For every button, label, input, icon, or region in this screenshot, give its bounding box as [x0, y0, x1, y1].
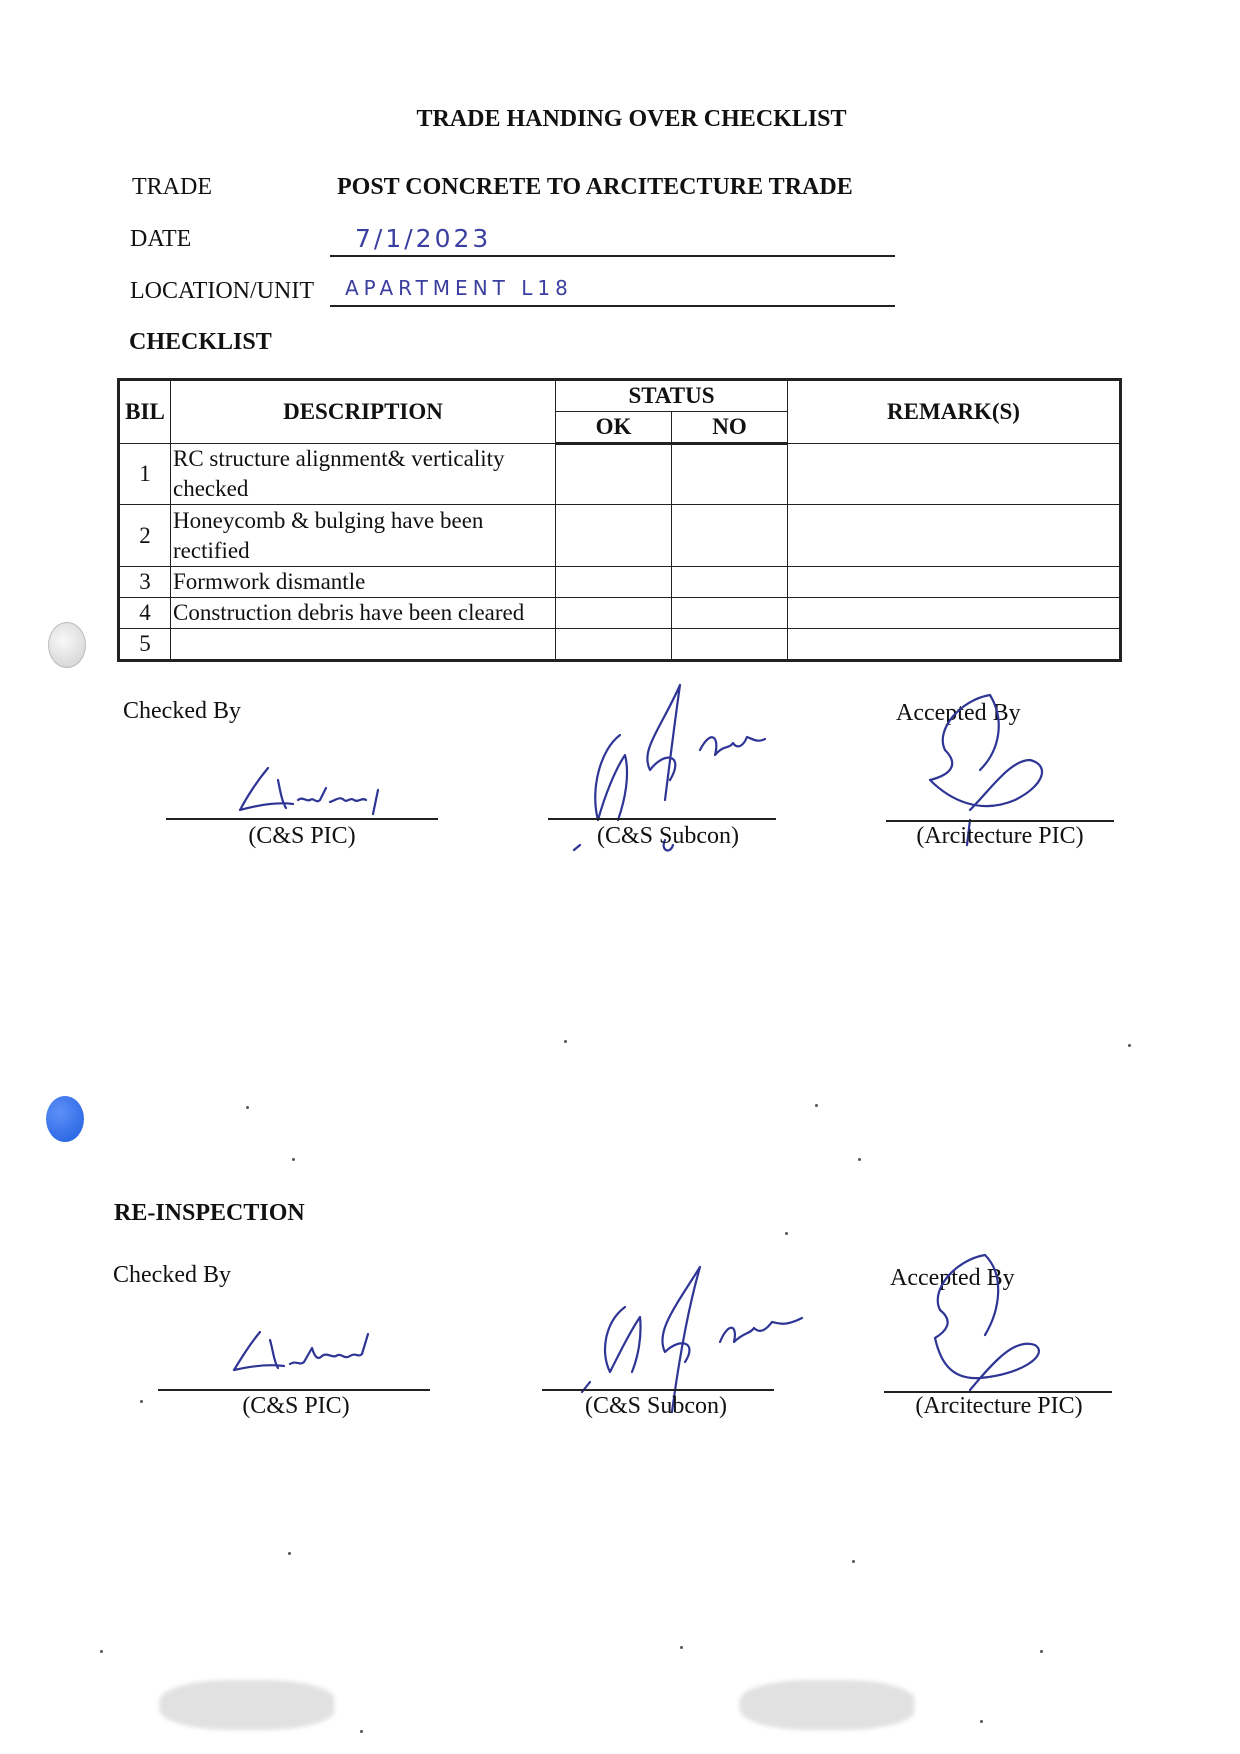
location-underline [330, 305, 895, 307]
reinspection-cs-subcon-role: (C&S Subcon) [584, 1393, 727, 1419]
col-ok: OK [556, 412, 672, 444]
reinspection-heading: RE-INSPECTION [114, 1200, 305, 1226]
row-ok-cell[interactable] [556, 444, 672, 505]
row-bil: 4 [119, 598, 171, 629]
row-remarks-cell[interactable] [788, 598, 1121, 629]
scan-speck [980, 1720, 983, 1723]
checklist-table [117, 378, 1122, 662]
scan-speck [246, 1106, 249, 1109]
row-ok-cell[interactable] [556, 567, 672, 598]
location-label: LOCATION/UNIT [130, 278, 314, 304]
scan-speck [100, 1650, 103, 1653]
scan-hole-mark [48, 622, 86, 668]
row-remarks-cell[interactable] [788, 444, 1121, 505]
scan-speck [564, 1040, 567, 1043]
scan-speck [1128, 1044, 1131, 1047]
row-description [171, 505, 556, 567]
scan-speck [1040, 1650, 1043, 1653]
row-no-cell[interactable] [672, 505, 788, 567]
row-no-cell[interactable] [672, 567, 788, 598]
accepted-by-label: Accepted By [896, 700, 1021, 726]
scan-speck [858, 1158, 861, 1161]
trade-value: POST CONCRETE TO ARCITECTURE TRADE [337, 174, 853, 200]
scan-smudge [740, 1680, 915, 1730]
col-bil: BIL [119, 380, 171, 444]
row-bil: 2 [119, 505, 171, 567]
row-remarks-cell[interactable] [788, 567, 1121, 598]
col-status: STATUS [556, 380, 788, 412]
table-row [119, 567, 1121, 598]
reinspection-checked-by-label: Checked By [113, 1262, 231, 1288]
row-ok-cell[interactable] [556, 505, 672, 567]
scan-speck [360, 1730, 363, 1733]
checked-by-label: Checked By [123, 698, 241, 724]
document-title: TRADE HANDING OVER CHECKLIST [416, 106, 847, 132]
row-description [171, 598, 556, 629]
reinspection-accepted-by-label: Accepted By [890, 1265, 1015, 1291]
row-description-line: rectified [173, 537, 250, 563]
reinspection-cs-pic-role: (C&S PIC) [242, 1393, 350, 1419]
scan-speck [815, 1104, 818, 1107]
reinspection-cs-pic-line [158, 1389, 430, 1391]
reinspection-cs-subcon-line [542, 1389, 774, 1391]
row-remarks-cell[interactable] [788, 505, 1121, 567]
row-description [171, 444, 556, 505]
arch-pic-line [886, 820, 1114, 822]
scan-speck [292, 1158, 295, 1161]
date-label: DATE [130, 226, 192, 252]
row-ok-cell[interactable] [556, 629, 672, 661]
table-row [119, 444, 1121, 505]
scan-speck [680, 1646, 683, 1649]
trade-label: TRADE [132, 174, 212, 200]
row-no-cell[interactable] [672, 629, 788, 661]
scan-smudge [160, 1680, 335, 1730]
scan-speck [852, 1560, 855, 1563]
cs-pic-line [166, 818, 438, 820]
row-description-line: Honeycomb & bulging have been [173, 507, 484, 533]
scan-blue-mark [46, 1096, 84, 1142]
cs-pic-signature [238, 760, 408, 820]
row-description-line: Construction debris have been cleared [173, 600, 525, 625]
row-description-line: RC structure alignment& verticality [173, 446, 505, 471]
row-bil: 3 [119, 567, 171, 598]
reinspection-cs-pic-signature [232, 1322, 412, 1382]
table-row [119, 629, 1121, 661]
row-bil: 1 [119, 444, 171, 505]
row-ok-cell[interactable] [556, 598, 672, 629]
cs-subcon-role: (C&S Subcon) [596, 823, 739, 849]
arch-pic-role: (Arcitecture PIC) [916, 823, 1084, 849]
row-bil: 5 [119, 629, 171, 661]
row-description: Formwork dismantle [171, 567, 556, 598]
row-no-cell[interactable] [672, 598, 788, 629]
scan-speck [288, 1552, 291, 1555]
checklist-heading: CHECKLIST [129, 329, 272, 355]
cs-subcon-line [548, 818, 776, 820]
cs-pic-role: (C&S PIC) [248, 823, 356, 849]
location-value: APARTMENT L18 [345, 276, 573, 300]
date-underline [330, 255, 895, 257]
col-no: NO [672, 412, 788, 444]
reinspection-arch-pic-role: (Arcitecture PIC) [915, 1393, 1083, 1419]
table-row [119, 598, 1121, 629]
scan-speck [140, 1400, 143, 1403]
col-description: DESCRIPTION [171, 380, 556, 444]
date-value: 7/1/2023 [355, 224, 492, 253]
row-description-line: checked [173, 476, 249, 501]
scan-speck [785, 1232, 788, 1235]
col-remarks: REMARK(S) [788, 380, 1121, 444]
row-no-cell[interactable] [672, 444, 788, 505]
row-description [171, 629, 556, 661]
row-remarks-cell[interactable] [788, 629, 1121, 661]
table-row [119, 505, 1121, 567]
